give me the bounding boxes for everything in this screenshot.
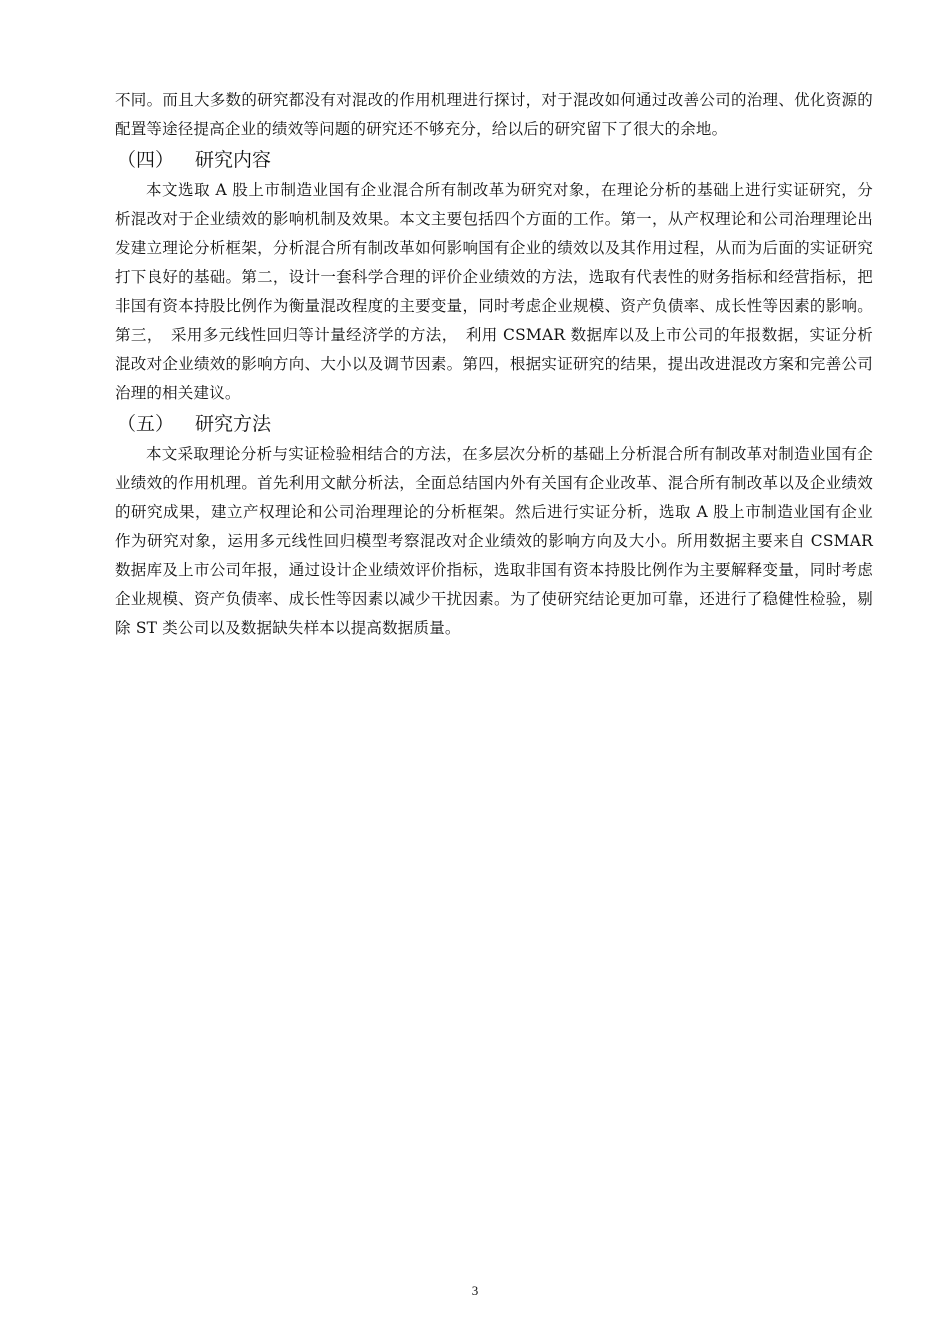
section-number: （五）	[117, 413, 175, 435]
section-heading-research-content	[117, 144, 873, 176]
section-heading-research-method	[117, 408, 873, 440]
page-number: 3	[471, 1283, 479, 1298]
research-content-paragraph: 本文选取 A 股上市制造业国有企业混合所有制改革为研究对象，在理论分析的基础上进行实证研究，分析混改对于企业绩效的影响机制及效果。本文主要包括四个方面的工作。第一，从产权理论和公司治理理论出发建立理论分析框架，分析混合所有制改革如何影响国有企业的绩效以及其作用过程，从而为后面的实证研究打下良好的基础。第二，设计一套科学合理的评价企业绩效的方法，选取有代表性的财务指标和经营指标，把非国有资本持股比例作为衡量混改程度的主要变量，同时考虑企业规模、资产负债率、成长性等因素的影响。第三， 采用多元线性回归等计量经济学的方法， 利用 CSMAR 数据库以及上市公司的年报数据，实证分析混改对企业绩效的影响方向、大小以及调节因素。第四，根据实证研究的结果，提出改进混改方案和完善公司治理的相关建议。	[115, 181, 873, 402]
intro-paragraph: 不同。而且大多数的研究都没有对混改的作用机理进行探讨，对于混改如何通过改善公司的治理、优化资源的配置等途径提高企业的绩效等问题的研究还不够充分，给以后的研究留下了很大的余地。	[115, 91, 873, 138]
section-number: （四）	[117, 149, 175, 171]
research-method-paragraph: 本文采取理论分析与实证检验相结合的方法，在多层次分析的基础上分析混合所有制改革对制造业国有企业绩效的作用机理。首先利用文献分析法，全面总结国内外有关国有企业改革、混合所有制改革以及企业绩效的研究成果，建立产权理论和公司治理理论的分析框架。然后进行实证分析，选取 A 股上市制造业国有企业作为研究对象，运用多元线性回归模型考察混改对企业绩效的影响方向及大小。所用数据主要来自 CSMAR 数据库及上市公司年报，通过设计企业绩效评价指标，选取非国有资本持股比例作为主要解释变量，同时考虑企业规模、资产负债率、成长性等因素以减少干扰因素。为了使研究结论更加可靠，还进行了稳健性检验，剔除 ST 类公司以及数据缺失样本以提高数据质量。	[115, 445, 873, 637]
document-body	[115, 86, 873, 643]
section-title: 研究内容	[195, 149, 272, 171]
section-title: 研究方法	[195, 413, 272, 435]
